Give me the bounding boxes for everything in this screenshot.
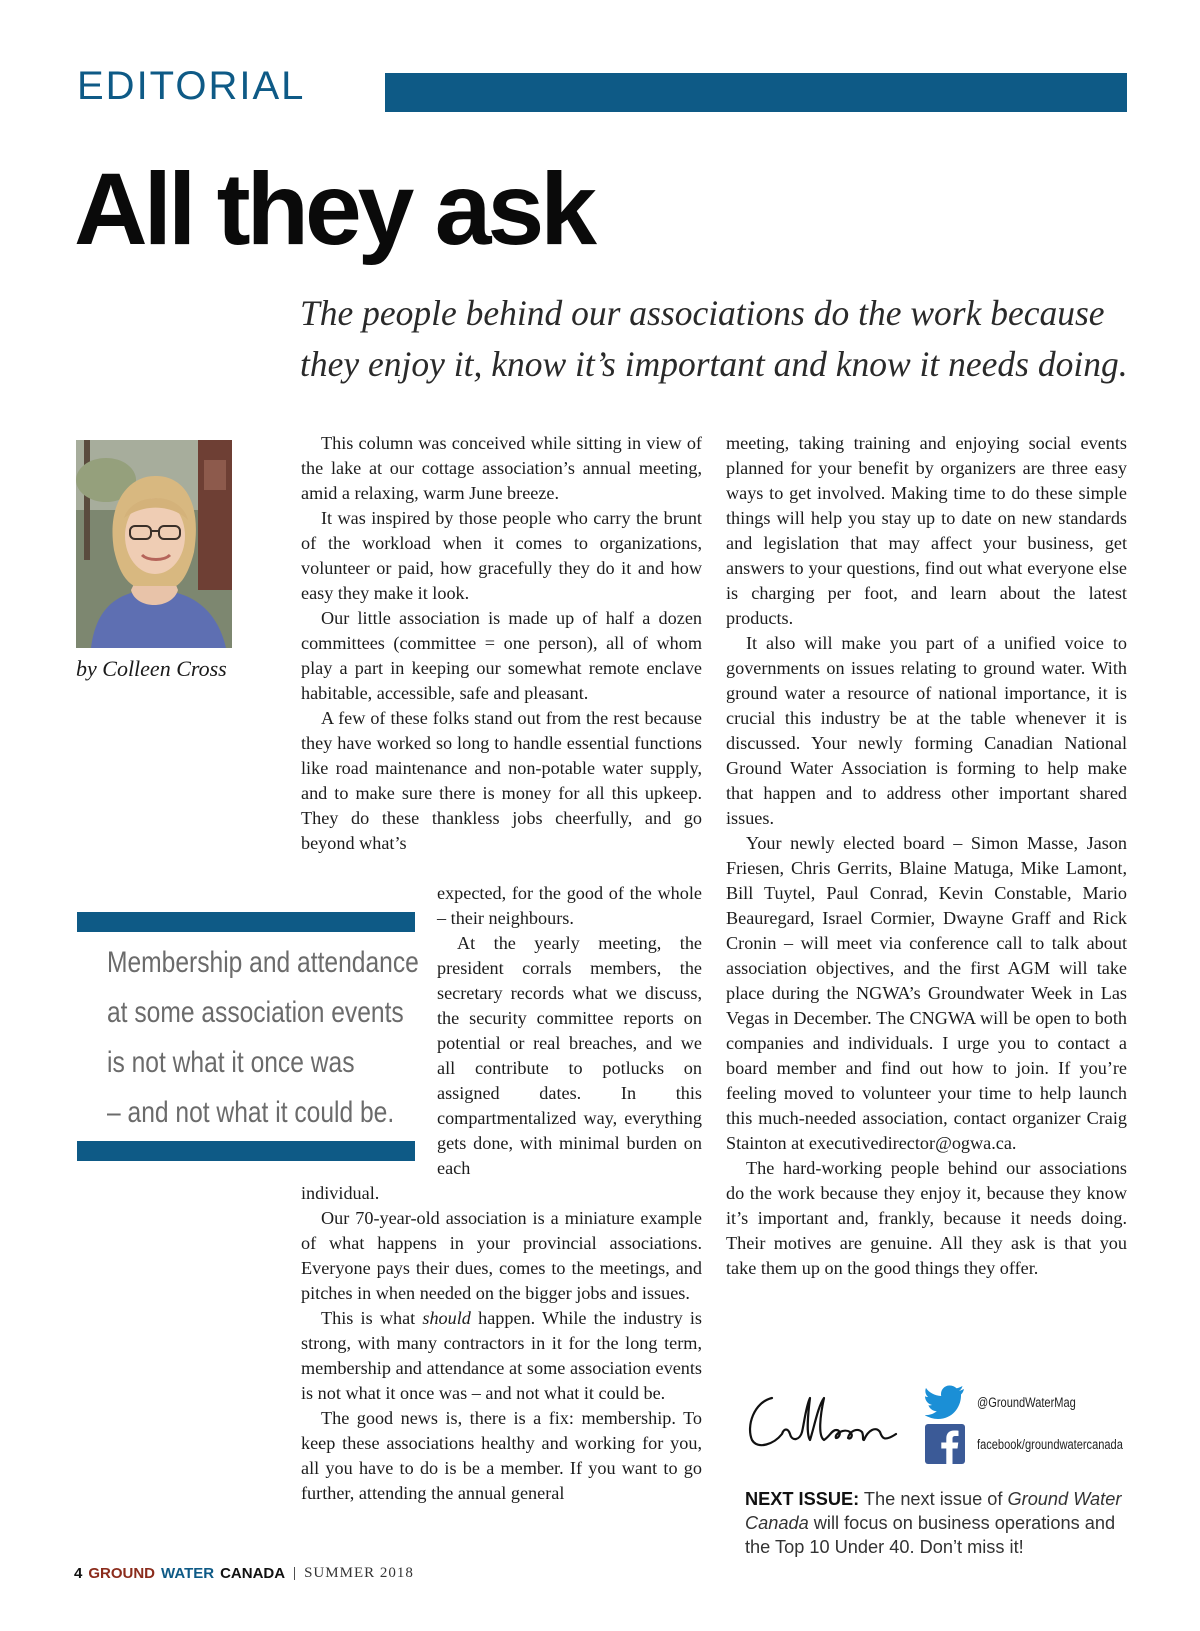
next-issue-label: NEXT ISSUE: [745, 1489, 860, 1509]
issue-date: SUMMER 2018 [304, 1565, 414, 1581]
deck-line: The people behind our associations do the work because [300, 293, 1105, 333]
pullquote-line: at some association events [107, 996, 404, 1029]
body-paragraph: A few of these folks stand out from the rest because they have worked so long to handle essential functions like road maintenance and non-potable water supply, and to make sure there is money for all this upkeep. They do these thankless jobs cheerfully, and go beyond what’s [301, 708, 702, 853]
body-paragraph: Your newly elected board – Simon Masse, Jason Friesen, Chris Gerrits, Blaine Matuga, Mike Lamont, Bill Tuytel, Paul Conrad, Kevin Constable, Mario Beauregard, Israel Cormier, Dwayne Graff and Rick Cronin – will meet via conference call to talk about association objectives, and the first AGM will take place during the NGWA’s Groundwater Week in Las Vegas in December. The CNGWA will be open to both companies and individuals. I urge you to contact a board member and find out how to join. If you’re feeling moved to volunteer your time to help launch this much-needed association, contact organizer Craig Stainton at executivedirector@ogwa.ca. [726, 833, 1127, 1153]
body-continuation: meeting, taking training and enjoying social events planned for your benefit by organizers are three easy ways to get involved. Making time to do these simple things will help you stay up to date on new standards and legislation that may affect your business, get answers to your questions, find out what everyone else is charging per foot, and learn about the latest products. [726, 433, 1127, 628]
pullquote-line: is not what it once was [107, 1046, 355, 1079]
body-text: This is what [321, 1308, 423, 1328]
twitter-bird-icon [925, 1382, 965, 1422]
author-signature [744, 1384, 904, 1454]
pullquote [107, 938, 419, 1138]
next-issue-magazine: Ground Water Canada [745, 1489, 1122, 1533]
masthead-word: WATER [161, 1565, 215, 1582]
column-1-narrow [437, 881, 702, 1181]
deck-line: they enjoy it, know it’s important and know it needs doing. [300, 344, 1128, 384]
article-headline: All they ask [74, 152, 593, 266]
column-1-bottom [301, 1181, 702, 1506]
facebook-url[interactable]: facebook/groundwatercanada [977, 1436, 1123, 1452]
masthead-word: CANADA [220, 1565, 286, 1582]
next-issue-note [745, 1487, 1130, 1559]
body-continuation: expected, for the good of the whole – their neighbours. [437, 883, 702, 928]
author-byline: by Colleen Cross [76, 656, 227, 681]
section-header-bar [385, 73, 1127, 112]
body-text: happen. While the industry is strong, with many contractors in it for the long term, membership and attendance at some association events is not what it once was – and not what it could be. [301, 1308, 702, 1403]
body-paragraph: The good news is, there is a fix: membership. To keep these associations healthy and working for you, all you have to do is be a member. If you want to go further, attending the annual general [301, 1408, 702, 1503]
facebook-f-icon [925, 1424, 965, 1464]
body-paragraph: At the yearly meeting, the president corrals members, the secretary records what we discuss, the security committee reports on potential or real breaches, and we all contribute to potlucks on assigned dates. In this compartmentalized way, everything gets done, with minimal burden on each [437, 933, 702, 1178]
section-label: EDITORIAL [77, 64, 306, 108]
body-paragraph: It was inspired by those people who carry the brunt of the workload when it comes to organizations, volunteer or paid, how gracefully they do it and how easy they make it look. [301, 508, 702, 603]
twitter-link[interactable] [925, 1382, 1098, 1422]
body-paragraph: It also will make you part of a unified voice to governments on issues relating to ground water. With ground water a resource of national importance, it is crucial this industry be at the table whenever it is discussed. Your newly forming Canadian National Ground Water Association is forming to help make that happen and to address other important shared issues. [726, 633, 1127, 828]
next-issue-text: The next issue of [859, 1489, 1008, 1509]
author-photo [76, 440, 232, 648]
pullquote-line: – and not what it could be. [107, 1096, 395, 1129]
masthead-word: GROUND [88, 1565, 156, 1582]
body-paragraph [301, 1306, 702, 1406]
body-paragraph: Our 70-year-old association is a miniature example of what happens in your provincial associations. Everyone pays their dues, comes to the meetings, and pitches in when needed on the bigger jobs and issues. [301, 1208, 702, 1303]
twitter-handle[interactable]: @GroundWaterMag [977, 1394, 1076, 1410]
body-paragraph: This column was conceived while sitting in view of the lake at our cottage association’s annual meeting, amid a relaxing, warm June breeze. [301, 433, 702, 503]
page-number: 4 [74, 1565, 83, 1582]
body-emphasis: should [422, 1308, 471, 1328]
next-issue-text: will focus on business operations and the Top 10 Under 40. Don’t miss it! [745, 1513, 1116, 1557]
body-paragraph: Our little association is made up of half a dozen committees (committee = one person), all of whom play a part in keeping our somewhat remote enclave habitable, accessible, safe and pleasant. [301, 608, 702, 703]
pullquote-top-bar [77, 912, 415, 932]
column-2 [726, 431, 1127, 1281]
column-1-top [301, 431, 702, 856]
body-paragraph: The hard-working people behind our associations do the work because they enjoy it, because they know it’s important and, frankly, because it needs doing. Their motives are genuine. All they ask is that you take them up on the good things they offer. [726, 1158, 1127, 1278]
article-deck [300, 288, 1130, 390]
footer-separator: | [293, 1565, 297, 1581]
pullquote-line: Membership and attendance [107, 946, 419, 979]
pullquote-bottom-bar [77, 1141, 415, 1161]
body-continuation: individual. [301, 1183, 380, 1203]
facebook-link[interactable] [925, 1424, 1155, 1464]
page-footer [74, 1565, 414, 1582]
